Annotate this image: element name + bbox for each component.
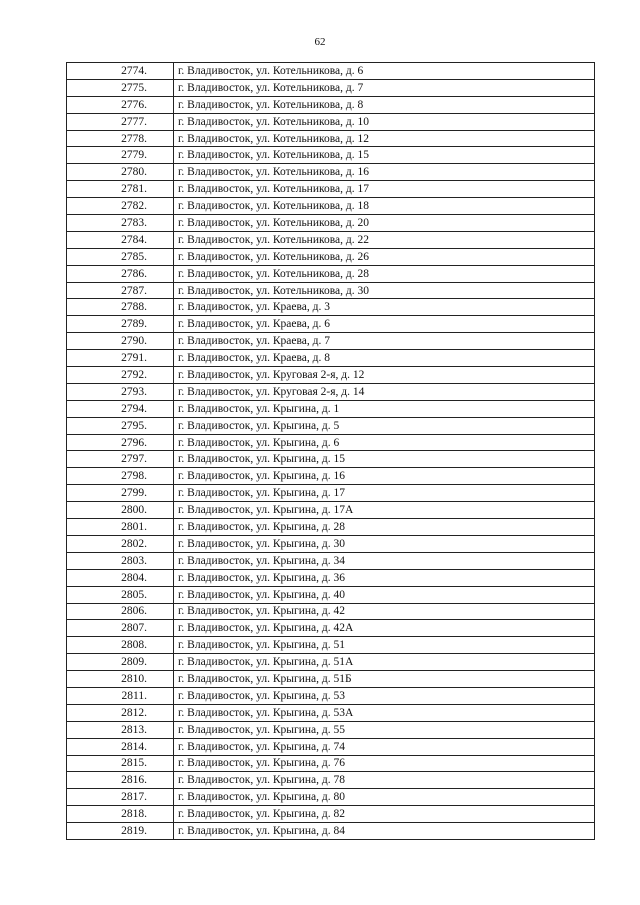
table-row	[67, 823, 595, 840]
row-number-cell: 2775.	[67, 79, 174, 96]
address-cell: г. Владивосток, ул. Крыгина, д. 53А	[174, 704, 595, 721]
table-row	[67, 552, 595, 569]
address-cell: г. Владивосток, ул. Крыгина, д. 80	[174, 789, 595, 806]
table-row	[67, 417, 595, 434]
table-row	[67, 130, 595, 147]
address-cell: г. Владивосток, ул. Крыгина, д. 55	[174, 721, 595, 738]
row-number-cell: 2783.	[67, 215, 174, 232]
row-number-cell: 2808.	[67, 637, 174, 654]
table-row	[67, 113, 595, 130]
table-row	[67, 231, 595, 248]
row-number-cell: 2815.	[67, 755, 174, 772]
address-cell: г. Владивосток, ул. Крыгина, д. 82	[174, 806, 595, 823]
address-cell: г. Владивосток, ул. Крыгина, д. 53	[174, 687, 595, 704]
table-row	[67, 147, 595, 164]
table-row	[67, 198, 595, 215]
address-cell: г. Владивосток, ул. Крыгина, д. 42А	[174, 620, 595, 637]
row-number-cell: 2777.	[67, 113, 174, 130]
address-cell: г. Владивосток, ул. Котельникова, д. 12	[174, 130, 595, 147]
row-number-cell: 2789.	[67, 316, 174, 333]
address-cell: г. Владивосток, ул. Крыгина, д. 28	[174, 519, 595, 536]
row-number-cell: 2800.	[67, 502, 174, 519]
table-row	[67, 772, 595, 789]
row-number-cell: 2805.	[67, 586, 174, 603]
table-row	[67, 265, 595, 282]
row-number-cell: 2776.	[67, 96, 174, 113]
table-row	[67, 96, 595, 113]
row-number-cell: 2803.	[67, 552, 174, 569]
row-number-cell: 2795.	[67, 417, 174, 434]
address-cell: г. Владивосток, ул. Котельникова, д. 30	[174, 282, 595, 299]
table-row	[67, 654, 595, 671]
table-row	[67, 721, 595, 738]
row-number-cell: 2778.	[67, 130, 174, 147]
address-cell: г. Владивосток, ул. Краева, д. 6	[174, 316, 595, 333]
row-number-cell: 2812.	[67, 704, 174, 721]
table-body	[67, 63, 595, 840]
address-cell: г. Владивосток, ул. Крыгина, д. 84	[174, 823, 595, 840]
table-row	[67, 215, 595, 232]
table-row	[67, 620, 595, 637]
row-number-cell: 2779.	[67, 147, 174, 164]
address-cell: г. Владивосток, ул. Крыгина, д. 51	[174, 637, 595, 654]
address-cell: г. Владивосток, ул. Крыгина, д. 34	[174, 552, 595, 569]
address-cell: г. Владивосток, ул. Котельникова, д. 10	[174, 113, 595, 130]
table-row	[67, 400, 595, 417]
table-row	[67, 569, 595, 586]
table-row	[67, 63, 595, 80]
address-cell: г. Владивосток, ул. Крыгина, д. 51А	[174, 654, 595, 671]
row-number-cell: 2780.	[67, 164, 174, 181]
row-number-cell: 2799.	[67, 485, 174, 502]
row-number-cell: 2774.	[67, 63, 174, 80]
address-cell: г. Владивосток, ул. Котельникова, д. 6	[174, 63, 595, 80]
address-cell: г. Владивосток, ул. Крыгина, д. 78	[174, 772, 595, 789]
row-number-cell: 2792.	[67, 367, 174, 384]
address-cell: г. Владивосток, ул. Краева, д. 7	[174, 333, 595, 350]
address-cell: г. Владивосток, ул. Котельникова, д. 15	[174, 147, 595, 164]
row-number-cell: 2790.	[67, 333, 174, 350]
row-number-cell: 2785.	[67, 248, 174, 265]
table-row	[67, 586, 595, 603]
address-cell: г. Владивосток, ул. Котельникова, д. 16	[174, 164, 595, 181]
row-number-cell: 2804.	[67, 569, 174, 586]
table-row	[67, 316, 595, 333]
table-row	[67, 637, 595, 654]
address-cell: г. Владивосток, ул. Краева, д. 8	[174, 350, 595, 367]
table-row	[67, 333, 595, 350]
address-cell: г. Владивосток, ул. Котельникова, д. 28	[174, 265, 595, 282]
row-number-cell: 2788.	[67, 299, 174, 316]
address-cell: г. Владивосток, ул. Краева, д. 3	[174, 299, 595, 316]
table-row	[67, 704, 595, 721]
row-number-cell: 2813.	[67, 721, 174, 738]
table-row	[67, 806, 595, 823]
row-number-cell: 2818.	[67, 806, 174, 823]
page-number: 62	[314, 36, 326, 48]
address-cell: г. Владивосток, ул. Крыгина, д. 74	[174, 738, 595, 755]
table-row	[67, 671, 595, 688]
row-number-cell: 2811.	[67, 687, 174, 704]
row-number-cell: 2807.	[67, 620, 174, 637]
address-cell: г. Владивосток, ул. Крыгина, д. 36	[174, 569, 595, 586]
row-number-cell: 2786.	[67, 265, 174, 282]
row-number-cell: 2809.	[67, 654, 174, 671]
row-number-cell: 2791.	[67, 350, 174, 367]
table-row	[67, 738, 595, 755]
address-cell: г. Владивосток, ул. Круговая 2-я, д. 14	[174, 383, 595, 400]
table-row	[67, 603, 595, 620]
address-cell: г. Владивосток, ул. Крыгина, д. 16	[174, 468, 595, 485]
address-cell: г. Владивосток, ул. Котельникова, д. 18	[174, 198, 595, 215]
address-table	[66, 62, 595, 840]
address-cell: г. Владивосток, ул. Крыгина, д. 51Б	[174, 671, 595, 688]
table-row	[67, 79, 595, 96]
address-cell: г. Владивосток, ул. Крыгина, д. 17А	[174, 502, 595, 519]
table-row	[67, 468, 595, 485]
address-cell: г. Владивосток, ул. Котельникова, д. 7	[174, 79, 595, 96]
table-row	[67, 367, 595, 384]
table-row	[67, 485, 595, 502]
row-number-cell: 2784.	[67, 231, 174, 248]
row-number-cell: 2810.	[67, 671, 174, 688]
row-number-cell: 2793.	[67, 383, 174, 400]
row-number-cell: 2782.	[67, 198, 174, 215]
row-number-cell: 2787.	[67, 282, 174, 299]
table-row	[67, 350, 595, 367]
table-row	[67, 535, 595, 552]
table-row	[67, 434, 595, 451]
table-row	[67, 383, 595, 400]
row-number-cell: 2817.	[67, 789, 174, 806]
row-number-cell: 2814.	[67, 738, 174, 755]
address-cell: г. Владивосток, ул. Крыгина, д. 5	[174, 417, 595, 434]
row-number-cell: 2798.	[67, 468, 174, 485]
address-cell: г. Владивосток, ул. Крыгина, д. 76	[174, 755, 595, 772]
row-number-cell: 2801.	[67, 519, 174, 536]
address-cell: г. Владивосток, ул. Крыгина, д. 17	[174, 485, 595, 502]
address-cell: г. Владивосток, ул. Котельникова, д. 26	[174, 248, 595, 265]
table-row	[67, 755, 595, 772]
row-number-cell: 2794.	[67, 400, 174, 417]
address-cell: г. Владивосток, ул. Котельникова, д. 17	[174, 181, 595, 198]
row-number-cell: 2781.	[67, 181, 174, 198]
row-number-cell: 2819.	[67, 823, 174, 840]
table-row	[67, 181, 595, 198]
table-row	[67, 687, 595, 704]
address-cell: г. Владивосток, ул. Крыгина, д. 15	[174, 451, 595, 468]
table-row	[67, 789, 595, 806]
address-cell: г. Владивосток, ул. Крыгина, д. 40	[174, 586, 595, 603]
table-row	[67, 299, 595, 316]
address-cell: г. Владивосток, ул. Крыгина, д. 42	[174, 603, 595, 620]
row-number-cell: 2806.	[67, 603, 174, 620]
row-number-cell: 2816.	[67, 772, 174, 789]
address-cell: г. Владивосток, ул. Котельникова, д. 22	[174, 231, 595, 248]
row-number-cell: 2802.	[67, 535, 174, 552]
table-row	[67, 282, 595, 299]
row-number-cell: 2797.	[67, 451, 174, 468]
table-row	[67, 451, 595, 468]
row-number-cell: 2796.	[67, 434, 174, 451]
address-cell: г. Владивосток, ул. Круговая 2-я, д. 12	[174, 367, 595, 384]
address-cell: г. Владивосток, ул. Котельникова, д. 20	[174, 215, 595, 232]
table-row	[67, 519, 595, 536]
table-row	[67, 502, 595, 519]
address-cell: г. Владивосток, ул. Крыгина, д. 6	[174, 434, 595, 451]
address-cell: г. Владивосток, ул. Крыгина, д. 30	[174, 535, 595, 552]
address-cell: г. Владивосток, ул. Крыгина, д. 1	[174, 400, 595, 417]
address-cell: г. Владивосток, ул. Котельникова, д. 8	[174, 96, 595, 113]
table-row	[67, 248, 595, 265]
table-row	[67, 164, 595, 181]
